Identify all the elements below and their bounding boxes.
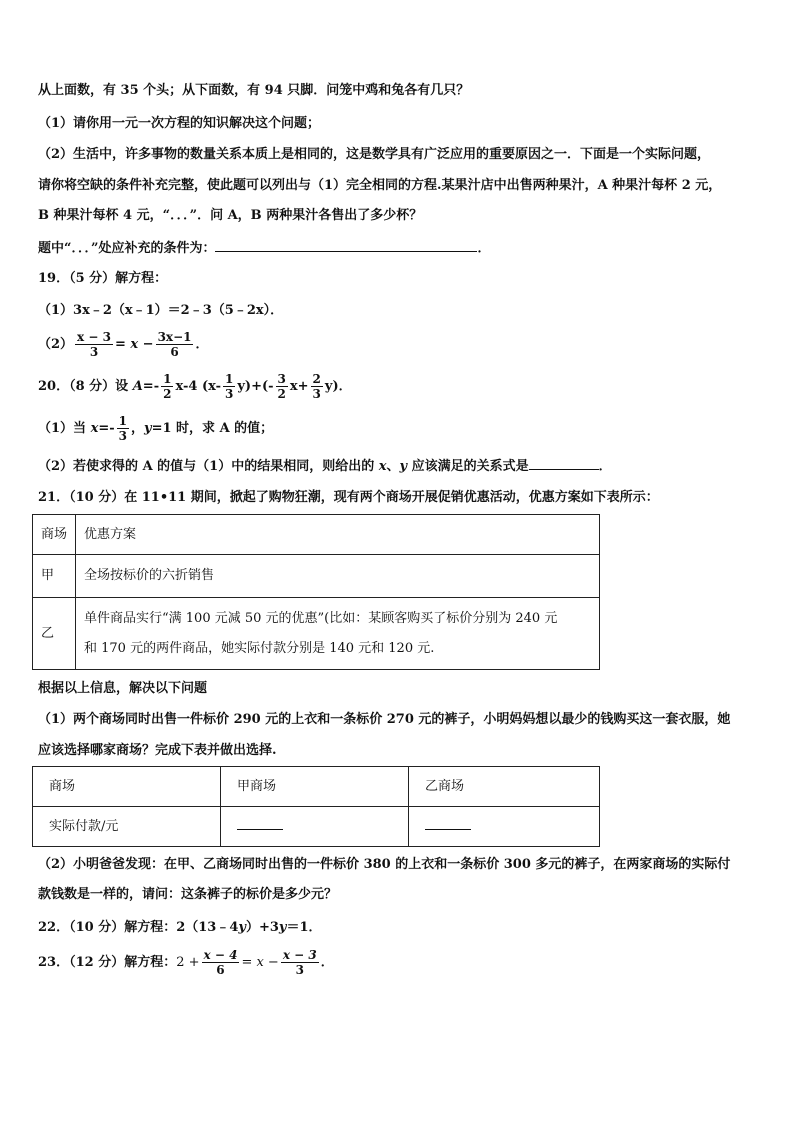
p18-part2-line3: B 种果汁每杯 4 元，“．．．”．问 A，B 两种果汁各售出了多少杯？ [38, 208, 423, 223]
p20-answer-blank[interactable] [529, 457, 599, 470]
p21-q1-line1: （1）两个商场同时出售一件标价 290 元的上衣和一条标价 270 元的裤子，小明妈妈想以最少的钱购买这一套衣服，她 [38, 712, 731, 727]
p18-line1: 从上面数，有 35 个头；从下面数，有 94 只脚．问笼中鸡和兔各有几只？ [38, 83, 470, 98]
table1-header-mall: 商场 [33, 515, 76, 555]
p22: 22．（10 分）解方程：2（13﹣4y）+3y＝1． [38, 920, 322, 935]
table1-mall-jia: 甲 [33, 555, 76, 598]
table2-cell-jia [221, 807, 409, 847]
p23: 23．（12 分）解方程：2 + $\frac{x - 4}{6}$ = x − $\frac{x - 3}{3}$ ． [38, 948, 334, 977]
p23-fraction-1: $\frac{x - 4}{6}$ [203, 948, 238, 977]
p21-q2-line1: （2）小明爸爸发现：在甲、乙商场同时出售的一件标价 380 的上衣和一条标价 300 多元的裤子，在两家商场的实际付 [38, 857, 731, 872]
discount-table [32, 514, 600, 670]
p20-title: 20．（8 分）设 A=- $\frac{1}{2}$ x-4 (x- $\frac{1}{3}$ y)+(- $\frac{3}{2}$ x+ $\frac{2}{3}$ y)． [38, 372, 352, 401]
table2-header-yi: 乙商场 [409, 767, 600, 807]
p19-q2-fraction-1: $\frac{x - 3}{3}$ [77, 330, 111, 359]
table2-header-mall: 商场 [33, 767, 221, 807]
p19-q2 [38, 328, 209, 362]
p20-q1: （1）当 x=- $\frac{1}{3}$ ，y=1 时，求 A 的值； [38, 414, 274, 443]
p18-part2-line2: 请你将空缺的条件补充完整，使此题可以列出与（1）完全相同的方程.某果汁店中出售两种果汁，A 种果汁每杯 2 元， [38, 178, 722, 193]
p19-q2-fraction-2: $\frac{3x-1}{6}$ [157, 330, 192, 359]
table1-mall-yi: 乙 [33, 598, 76, 670]
table1-plan-yi: 单件商品实行“满 100 元减 50 元的优惠”(比如：某顾客购买了标价分别为 240 元 和 170 元的两件商品，她实际付款分别是 140 元和 120 元. [76, 598, 600, 670]
p18-fill-line [38, 239, 490, 258]
p19-q1: （1）3x﹣2（x﹣1）＝2﹣3（5﹣2x）． [38, 303, 284, 318]
table1-header-plan: 优惠方案 [76, 515, 600, 555]
p19-q2-end: ． [195, 337, 209, 352]
payment-table [32, 766, 600, 847]
p18-part1: （1）请你用一元一次方程的知识解决这个问题； [38, 116, 321, 131]
table2-yi-blank[interactable] [425, 819, 471, 830]
table2-cell-yi [409, 807, 600, 847]
p21-q2-line2: 款钱数是一样的，请问：这条裤子的标价是多少元？ [38, 887, 338, 902]
p21-title: 21．（10 分）在 11•11 期间，掀起了购物狂潮，现有两个商场开展促销优惠活动，优惠方案如下表所示： [38, 490, 659, 505]
p20-fraction-4: $\frac{2}{3}$ [312, 372, 321, 401]
table2-row-payment: 实际付款/元 [33, 807, 221, 847]
p20-q2: （2）若使求得的 A 的值与（1）中的结果相同，则给出的 x、y 应该满足的关系式是 ． [38, 459, 612, 474]
p18-answer-blank[interactable] [215, 239, 477, 252]
p21-info: 根据以上信息，解决以下问题 [38, 681, 208, 696]
p19-q2-label: （2） [38, 337, 74, 352]
p20-fraction-2: $\frac{1}{3}$ [225, 372, 234, 401]
p21-q1-line2: 应该选择哪家商场？完成下表并做出选择. [38, 743, 277, 758]
p19-q2-middle: = x − [114, 337, 154, 352]
p19-title: 19．（5 分）解方程： [38, 271, 168, 286]
p20-q1-fraction: $\frac{1}{3}$ [118, 414, 127, 443]
table2-header-jia: 甲商场 [221, 767, 409, 807]
table2-jia-blank[interactable] [237, 819, 283, 830]
p18-part2-line1: （2）生活中，许多事物的数量关系本质上是相同的，这是数学具有广泛应用的重要原因之一．下面是一个实际问题， [38, 147, 711, 162]
p23-fraction-2: $\frac{x - 3}{3}$ [282, 948, 317, 977]
p18-fill-prefix: 题中“．．．”处应补充的条件为： [38, 241, 216, 256]
p20-fraction-1: $\frac{1}{2}$ [163, 372, 172, 401]
table1-plan-jia: 全场按标价的六折销售 [76, 555, 600, 598]
p20-fraction-3: $\frac{3}{2}$ [277, 372, 286, 401]
p18-fill-suffix: ． [477, 241, 491, 256]
